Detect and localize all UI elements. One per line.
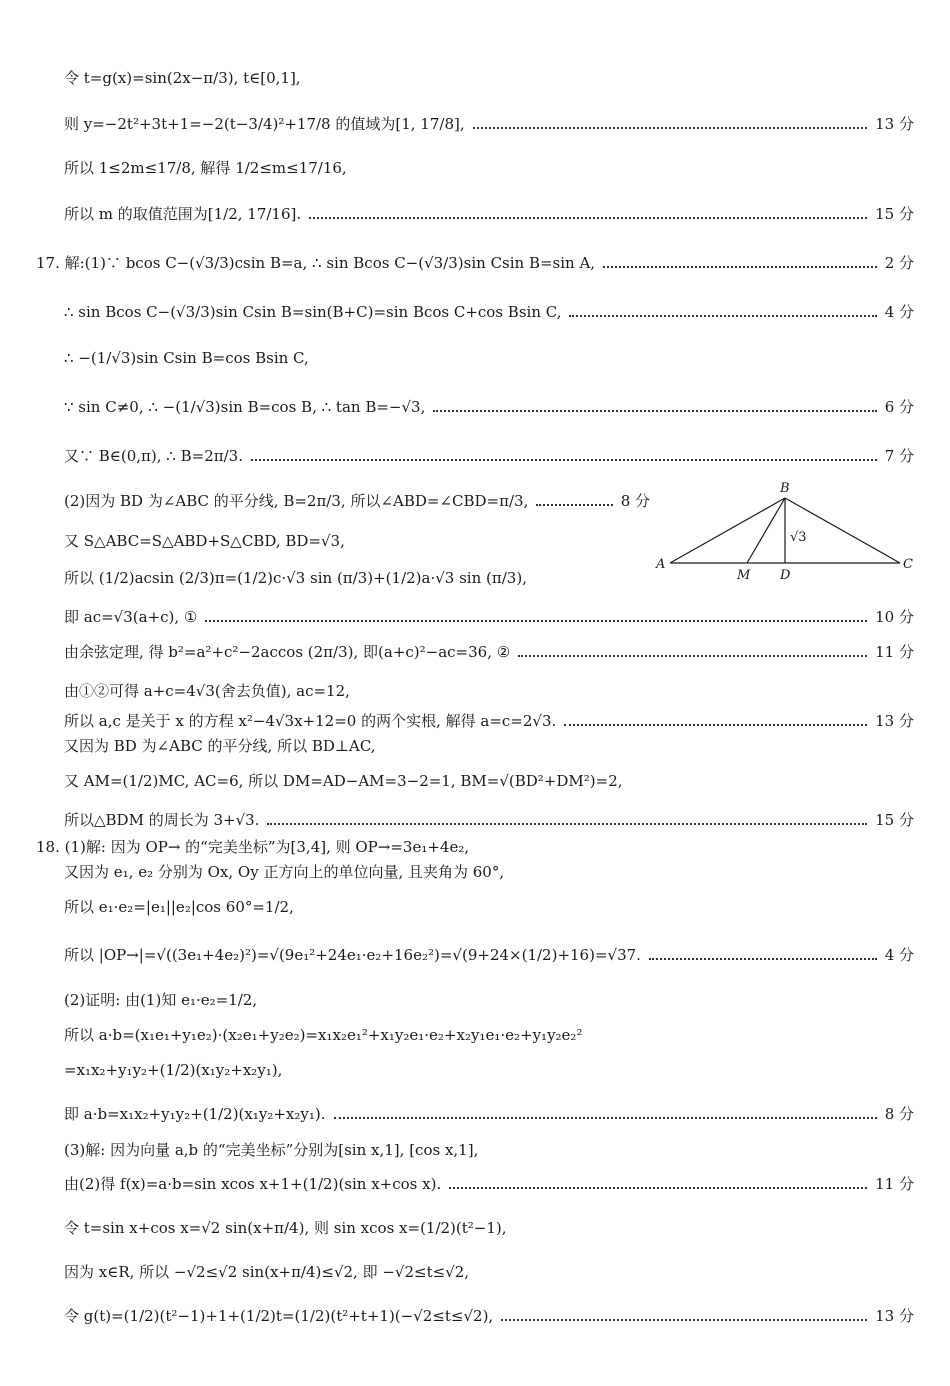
line-29 [64, 1174, 914, 1194]
line-30 [64, 1218, 924, 1238]
score-points: 15 分 [875, 205, 914, 223]
line-13 [64, 607, 914, 627]
label-m: M [737, 568, 751, 583]
line-text: 18. (1)解: 因为 OP→ 的“完美坐标”为[3,4], 则 OP→=3e₁+4e₂, [36, 838, 470, 856]
leader-dots [205, 618, 867, 622]
line-text: 又 AM=(1/2)MC, AC=6, 所以 DM=AD−AM=3−2=1, BM=√(BD²+DM²)=2, [64, 772, 623, 790]
line-11 [64, 531, 644, 551]
leader-dots [518, 653, 867, 657]
line-8 [64, 397, 914, 417]
line-32 [64, 1306, 914, 1326]
label-c: C [903, 557, 913, 572]
line-28 [64, 1140, 924, 1160]
line-27 [64, 1104, 914, 1124]
leader-dots [449, 1185, 867, 1189]
line-text: 令 g(t)=(1/2)(t²−1)+1+(1/2)t=(1/2)(t²+t+1)(−√2≤t≤√2), [64, 1307, 494, 1325]
line-19 [64, 810, 914, 830]
line-text: 所以 1≤2m≤17/8, 解得 1/2≤m≤17/16, [64, 159, 347, 177]
score-points: 15 分 [875, 811, 914, 829]
line-text: 令 t=sin x+cos x=√2 sin(x+π/4), 则 sin xcos x=(1/2)(t²−1), [64, 1219, 507, 1237]
label-bd-length: √3 [790, 530, 807, 545]
leader-dots [569, 313, 876, 317]
line-1 [64, 68, 924, 88]
line-6 [64, 302, 914, 322]
line-text: 所以 m 的取值范围为[1/2, 17/16]. [64, 205, 302, 223]
line-25 [64, 1025, 924, 1045]
line-text: 17. 解:(1)∵ bcos C−(√3/3)csin B=a, ∴ sin Bcos C−(√3/3)sin Csin B=sin A, [36, 254, 596, 272]
line-5 [36, 253, 914, 273]
line-26 [64, 1060, 924, 1080]
line-10 [64, 491, 650, 511]
line-text: 又 S△ABC=S△ABD+S△CBD, BD=√3, [64, 532, 345, 550]
score-points: 7 分 [884, 447, 914, 465]
label-b: B [780, 481, 790, 496]
line-text: 则 y=−2t²+3t+1=−2(t−3/4)²+17/8 的值域为[1, 17/8], [64, 115, 465, 133]
line-text: 所以 e₁·e₂=|e₁||e₂|cos 60°=1/2, [64, 898, 294, 916]
line-text: 所以 a,c 是关于 x 的方程 x²−4√3x+12=0 的两个实根, 解得 a=c=2√3. [64, 712, 557, 730]
line-text: (2)证明: 由(1)知 e₁·e₂=1/2, [64, 991, 258, 1009]
line-14 [64, 642, 914, 662]
leader-dots [603, 264, 877, 268]
line-text: 又∵ B∈(0,π), ∴ B=2π/3. [64, 447, 243, 465]
line-3 [64, 158, 924, 178]
leader-dots [649, 956, 877, 960]
score-points: 13 分 [875, 712, 914, 730]
line-text: ∵ sin C≠0, ∴ −(1/√3)sin B=cos B, ∴ tan B=−√3, [64, 398, 426, 416]
line-4 [64, 204, 914, 224]
line-21 [64, 862, 924, 882]
score-points: 10 分 [875, 608, 914, 626]
line-text: 所以 (1/2)acsin (2/3)π=(1/2)c·√3 sin (π/3)+(1/2)a·√3 sin (π/3), [64, 569, 527, 587]
line-9 [64, 446, 914, 466]
segment-bm [747, 498, 785, 563]
score-points: 6 分 [884, 398, 914, 416]
score-points: 13 分 [875, 1307, 914, 1325]
line-text: (3)解: 因为向量 a,b 的“完美坐标”分别为[sin x,1], [cos x,1], [64, 1141, 479, 1159]
line-text: 即 ac=√3(a+c), ① [64, 608, 198, 626]
side-ab [670, 498, 785, 563]
leader-dots [564, 722, 867, 726]
line-15 [64, 681, 924, 701]
leader-dots [267, 821, 867, 825]
leader-dots [309, 215, 867, 219]
line-31 [64, 1262, 924, 1282]
line-text: 因为 x∈R, 所以 −√2≤√2 sin(x+π/4)≤√2, 即 −√2≤t≤√2, [64, 1263, 470, 1281]
line-16 [64, 711, 914, 731]
line-7 [64, 348, 924, 368]
score-points: 8 分 [620, 492, 650, 510]
line-text: 由(2)得 f(x)=a·b=sin xcos x+1+(1/2)(sin x+cos x). [64, 1175, 442, 1193]
line-text: 又因为 BD 为∠ABC 的平分线, 所以 BD⊥AC, [64, 737, 376, 755]
leader-dots [501, 1317, 867, 1321]
line-text: 由①②可得 a+c=4√3(舍去负值), ac=12, [64, 682, 350, 700]
line-2 [64, 114, 914, 134]
score-points: 4 分 [884, 303, 914, 321]
score-points: 11 分 [875, 643, 914, 661]
line-text: ∴ −(1/√3)sin Csin B=cos Bsin C, [64, 349, 309, 367]
line-text: 由余弦定理, 得 b²=a²+c²−2accos (2π/3), 即(a+c)²−ac=36, ② [64, 643, 511, 661]
line-17 [64, 736, 924, 756]
line-text: 所以 |OP→|=√((3e₁+4e₂)²)=√(9e₁²+24e₁·e₂+16e₂²)=√(9+24×(1/2)+16)=√37. [64, 946, 641, 964]
line-text: 又因为 e₁, e₂ 分别为 Ox, Oy 正方向上的单位向量, 且夹角为 60°, [64, 863, 505, 881]
line-text: 即 a·b=x₁x₂+y₁y₂+(1/2)(x₁y₂+x₂y₁). [64, 1105, 326, 1123]
line-text: 所以 a·b=(x₁e₁+y₁e₂)·(x₂e₁+y₂e₂)=x₁x₂e₁²+x₁y₂e₁·e₂+x₂y₁e₁·e₂+y₁y₂e₂² [64, 1026, 583, 1044]
score-points: 11 分 [875, 1175, 914, 1193]
line-22 [64, 897, 924, 917]
score-points: 13 分 [875, 115, 914, 133]
triangle-figure [650, 478, 920, 588]
score-points: 8 分 [884, 1105, 914, 1123]
line-text: 令 t=g(x)=sin(2x−π/3), t∈[0,1], [64, 69, 301, 87]
line-24 [64, 990, 924, 1010]
line-18 [64, 771, 924, 791]
line-text: ∴ sin Bcos C−(√3/3)sin Csin B=sin(B+C)=sin Bcos C+cos Bsin C, [64, 303, 562, 321]
leader-dots [251, 457, 877, 461]
score-points: 4 分 [884, 946, 914, 964]
line-text: 所以△BDM 的周长为 3+√3. [64, 811, 260, 829]
label-d: D [780, 568, 791, 583]
leader-dots [334, 1115, 877, 1119]
label-a: A [656, 557, 666, 572]
line-23 [64, 945, 914, 965]
line-12 [64, 568, 644, 588]
leader-dots [433, 408, 876, 412]
line-20 [36, 837, 924, 857]
score-points: 2 分 [884, 254, 914, 272]
leader-dots [473, 125, 868, 129]
line-text: (2)因为 BD 为∠ABC 的平分线, B=2π/3, 所以∠ABD=∠CBD=π/3, [64, 492, 529, 510]
leader-dots [536, 502, 612, 506]
line-text: =x₁x₂+y₁y₂+(1/2)(x₁y₂+x₂y₁), [64, 1061, 283, 1079]
